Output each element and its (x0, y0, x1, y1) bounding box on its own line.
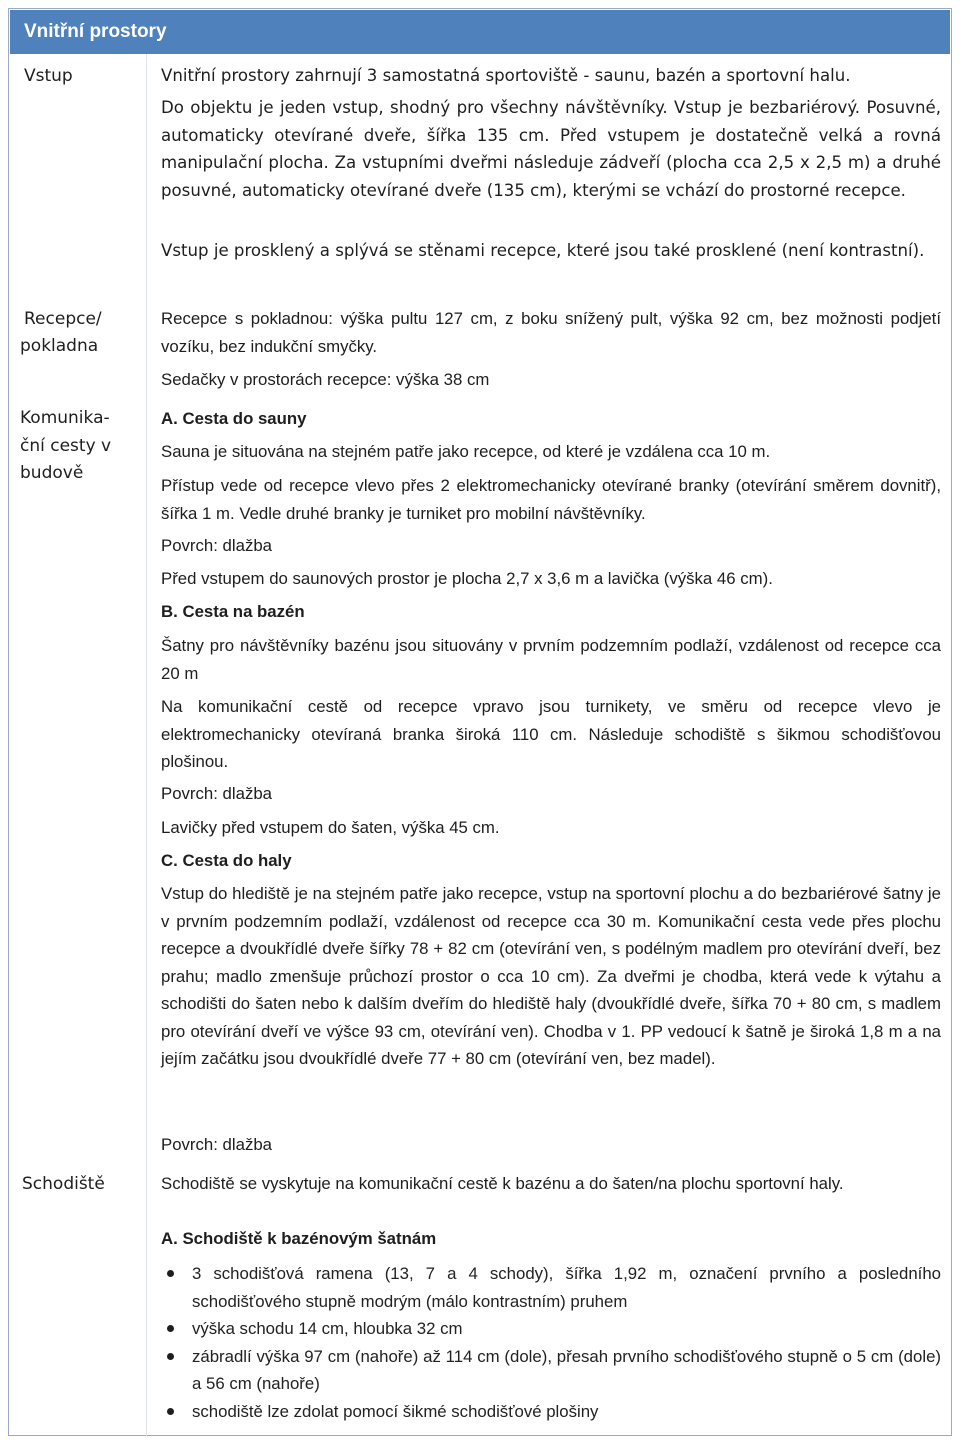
label-schodiste: Schodiště (22, 1174, 105, 1194)
komunikace-c-paragraph-1: Vstup do hlediště je na stejném patře jako recepce, vstup na sportovní plochu a do bezbariérové šatny je v prvním podzemním podlaží, vzdálenost od recepce cca 30 m. Komunikační cesta vede přes plochu recepce a dvoukřídlé dveře šířky 78 + 82 cm (otevírání ven, s podélným madlem pro otevírání dveří, bez prahu; madlo zmenšuje průchozí prostor o cca 10 cm). Za dveřmi je chodba, která vede k výtahu a schodišti do šaten nebo k dalším dveřím do hlediště haly (dvoukřídlé dveře, šířka 70 + 80 cm, s madlem pro otevírání dveří ve výšce 93 cm, otevírání ven). Chodba v 1. PP vedoucí k šatně je široká 1,8 m a na jejím začátku jsou dvoukřídlé dveře 77 + 80 cm (otevírání ven, bez madel). (161, 884, 941, 1068)
komunikace-a-title: A. Cesta do sauny (161, 409, 307, 428)
komunikace-a-paragraph-3: Povrch: dlažba (161, 536, 273, 555)
komunikace-b-title: B. Cesta na bazén (161, 602, 305, 621)
vstup-paragraph-1: Vnitřní prostory zahrnují 3 samostatná sportoviště - saunu, bazén a sportovní halu. (161, 66, 851, 85)
section-header: Vnitřní prostory (10, 10, 950, 54)
label-recepce-line1: Recepce/ (24, 309, 102, 329)
vstup-paragraph-3: Vstup je prosklený a splývá se stěnami recepce, které jsou také prosklené (není kontrastní). (161, 241, 925, 260)
schodiste-bullet-list (161, 1260, 941, 1425)
label-komunikace-line3: budově (20, 463, 84, 483)
komunikace-c-paragraph-2: Povrch: dlažba (161, 1135, 273, 1154)
label-komunikace-line2: ční cesty v (20, 436, 112, 456)
komunikace-b-paragraph-4: Lavičky před vstupem do šaten, výška 45 cm. (161, 818, 500, 837)
label-komunikace-line1: Komunika- (20, 408, 110, 428)
label-recepce-line2: pokladna (20, 336, 99, 356)
list-item: výška schodu 14 cm, hloubka 32 cm (161, 1315, 941, 1343)
recepce-paragraph-1: Recepce s pokladnou: výška pultu 127 cm, z boku snížený pult, výška 92 cm, bez možnosti podjetí vozíku, bez indukční smyčky. (161, 309, 941, 356)
recepce-paragraph-2: Sedačky v prostorách recepce: výška 38 cm (161, 370, 490, 389)
komunikace-a-paragraph-1: Sauna je situována na stejném patře jako recepce, od které je vzdálena cca 10 m. (161, 442, 771, 461)
list-item: zábradlí výška 97 cm (nahoře) až 114 cm (dole), přesah prvního schodišťového stupně o 5 cm (dole) a 56 cm (nahoře) (161, 1343, 941, 1398)
komunikace-a-paragraph-4: Před vstupem do saunových prostor je plocha 2,7 x 3,6 m a lavička (výška 46 cm). (161, 569, 773, 588)
komunikace-b-paragraph-3: Povrch: dlažba (161, 784, 273, 803)
komunikace-b-paragraph-2: Na komunikační cestě od recepce vpravo jsou turnikety, ve směru od recepce vlevo je elektromechanicky otevíraná branka široká 110 cm. Následuje schodiště s šikmou schodišťovou plošinou. (161, 697, 941, 771)
komunikace-b-paragraph-1: Šatny pro návštěvníky bazénu jsou situovány v prvním podzemním podlaží, vzdálenost od recepce cca 20 m (161, 636, 941, 683)
column-divider (146, 54, 147, 1436)
list-item: 3 schodišťová ramena (13, 7 a 4 schody), šířka 1,92 m, označení prvního a posledního schodišťového stupně modrým (málo kontrastním) pruhem (161, 1260, 941, 1315)
komunikace-a-paragraph-2: Přístup vede od recepce vlevo přes 2 elektromechanicky otevírané branky (otevírání směrem dovnitř), šířka 1 m. Vedle druhé branky je turniket pro mobilní návštěvníky. (161, 476, 941, 523)
vstup-paragraph-2: Do objektu je jeden vstup, shodný pro všechny návštěvníky. Vstup je bezbariérový. Posuvné, automaticky otevírané dveře, šířka 135 cm. Před vstupem je dostatečně velká a rovná manipulační plocha. Za vstupními dveřmi následuje zádveří (plocha cca 2,5 x 2,5 m) a druhé posuvné, automaticky otevírané dveře (135 cm), kterými se vchází do prostorné recepce. (161, 98, 941, 200)
komunikace-c-title: C. Cesta do haly (161, 851, 292, 870)
schodiste-paragraph-1: Schodiště se vyskytuje na komunikační cestě k bazénu a do šaten/na plochu sportovní haly. (161, 1174, 844, 1193)
list-item: schodiště lze zdolat pomocí šikmé schodišťové plošiny (161, 1398, 941, 1426)
schodiste-a-title: A. Schodiště k bazénovým šatnám (161, 1229, 437, 1248)
label-vstup: Vstup (24, 66, 73, 86)
